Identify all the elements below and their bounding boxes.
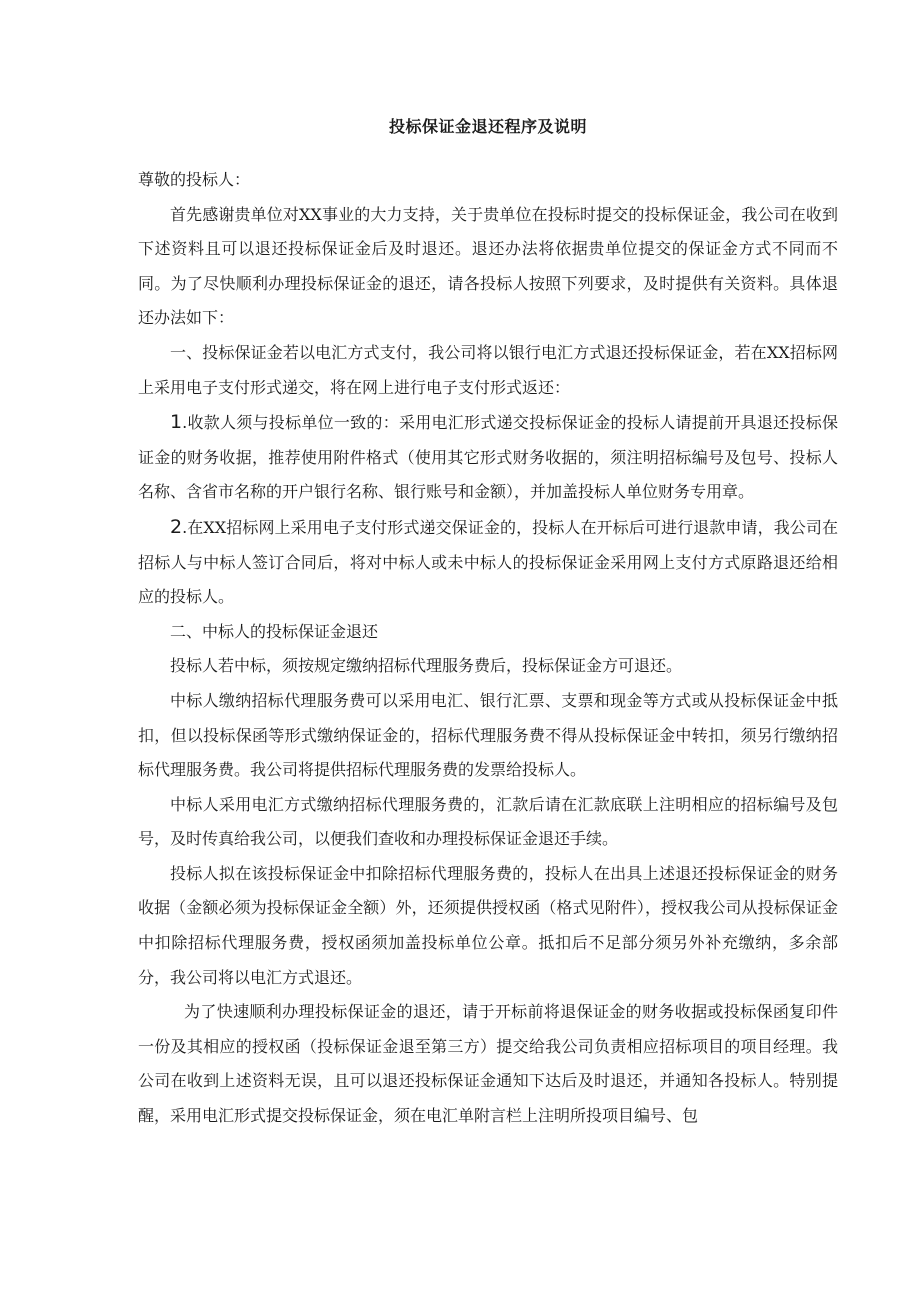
section-1-heading: 一、投标保证金若以电汇方式支付，我公司将以银行电汇方式退还投标保证金，若在XX招标网上采用电子支付形式递交，将在网上进行电子支付形式返还：	[138, 342, 838, 397]
final-paragraph: 为了快速顺利办理投标保证金的退还，请于开标前将退保证金的财务收据或投标保函复印件一份及其相应的授权函（投标保证金退至第三方）提交给我公司负责相应招标项目的项目经理。我公司在收到上述资料无误，且可以退还投标保证金通知下达后及时退还，并通知各投标人。特别提醒，采用电汇形式提交投标保证金，须在电汇单附言栏上注明所投项目编号、包	[138, 1002, 838, 1126]
document-title: 投标保证金退还程序及说明	[388, 117, 587, 136]
section-2-heading: 二、中标人的投标保证金退还	[170, 621, 379, 641]
winner-paragraph-2: 中标人缴纳招标代理服务费可以采用电汇、银行汇票、支票和现金等方式或从投标保证金中抵扣，但以投标保函等形式缴纳保证金的，招标代理服务费不得从投标保证金中转扣，须另行缴纳招标代理服务费。我公司将提供招标代理服务费的发票给投标人。	[138, 690, 838, 780]
item-1-number: 1	[170, 411, 183, 434]
salutation: 尊敬的投标人：	[138, 170, 251, 189]
winner-paragraph-1: 投标人若中标，须按规定缴纳招标代理服务费后，投标保证金方可退还。	[170, 656, 683, 676]
item-2-number: 2	[170, 515, 183, 538]
intro-paragraph: 首先感谢贵单位对XX事业的大力支持，关于贵单位在投标时提交的投标保证金，我公司在收到下述资料且可以退还投标保证金后及时退还。退还办法将依据贵单位提交的保证金方式不同而不同。为了尽快顺利办理投标保证金的退还，请各投标人按照下列要求，及时提供有关资料。具体退还办法如下：	[138, 204, 838, 328]
winner-paragraph-4: 投标人拟在该投标保证金中扣除招标代理服务费的，投标人在出具上述退还投标保证金的财务收据（金额必须为投标保证金全额）外，还须提供授权函（格式见附件），授权我公司从投标保证金中扣除招标代理服务费，授权函须加盖投标单位公章。抵扣后不足部分须另外补充缴纳，多余部分，我公司将以电汇方式退还。	[138, 863, 838, 987]
winner-paragraph-3: 中标人采用电汇方式缴纳招标代理服务费的，汇款后请在汇款底联上注明相应的招标编号及包号，及时传真给我公司，以便我们查收和办理投标保证金退还手续。	[138, 794, 838, 849]
item-1-paragraph	[138, 405, 838, 510]
document-page	[138, 112, 838, 1134]
item-2-paragraph	[138, 510, 838, 615]
item-2-text: .在XX招标网上采用电子支付形式递交保证金的，投标人在开标后可进行退款申请，我公司在招标人与中标人签订合同后，将对中标人或未中标人的投标保证金采用网上支付方式原路退还给相应的投标人。	[138, 517, 838, 607]
item-1-text: .收款人须与投标单位一致的：采用电汇形式递交投标保证金的投标人请提前开具退还投标保证金的财务收据，推荐使用附件格式（使用其它形式财务收据的，须注明招标编号及包号、投标人名称、含省市名称的开户银行名称、银行账号和金额），并加盖投标人单位财务专用章。	[138, 413, 838, 502]
